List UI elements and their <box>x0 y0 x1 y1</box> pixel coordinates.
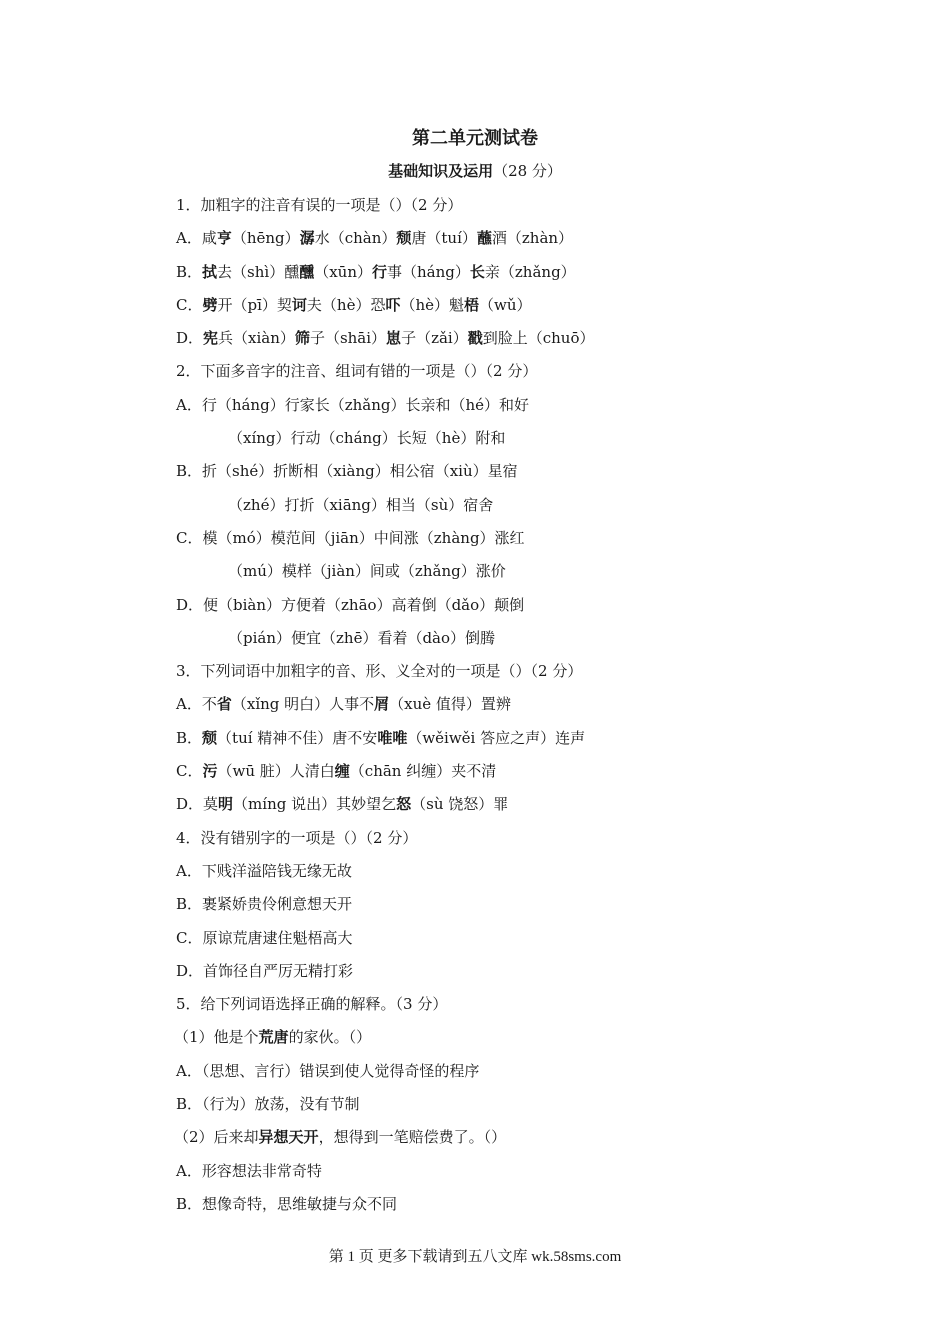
text-segment: 夫（hè）恐 <box>306 295 386 314</box>
text-line <box>176 426 876 459</box>
text-segment: B．想像奇特，思维敏捷与众不同 <box>176 1194 398 1213</box>
bold-char: 异想天开 <box>258 1128 319 1147</box>
text-line <box>176 1059 876 1092</box>
text-segment: C． <box>176 295 203 314</box>
text-segment: D．便（biàn）方便着（zhāo）高着倒（dǎo）颠倒 <box>176 595 525 614</box>
text-segment: （chān 纠缠）夹不清 <box>349 762 497 781</box>
text-segment: （xuè 值得）置辨 <box>389 695 511 714</box>
text-segment: B． <box>176 728 203 747</box>
text-segment: （wū 脏）人清白 <box>217 762 335 781</box>
bold-char: 筛 <box>294 329 310 348</box>
text-line <box>176 593 876 626</box>
text-line <box>174 1125 876 1158</box>
text-segment: 2．下面多音字的注音、组词有错的一项是（）（2 分） <box>176 362 538 381</box>
text-segment: C． <box>176 762 203 781</box>
text-line <box>174 1025 876 1058</box>
bold-char: 亨 <box>216 229 232 248</box>
bold-char: 戳 <box>467 329 483 348</box>
text-segment: 唐（tuí） <box>411 229 477 248</box>
section-subtitle-score: （28 分） <box>493 162 562 180</box>
text-segment: 去（shì）醺 <box>217 262 300 281</box>
text-segment: （mú）模样（jiàn）间或（zhǎng）涨价 <box>228 562 506 581</box>
text-segment: （wěiwěi 答应之声）连声 <box>407 728 586 747</box>
text-segment: （xíng）行动（cháng）长短（hè）附和 <box>228 429 506 448</box>
text-line <box>176 826 876 859</box>
text-line <box>176 1159 876 1192</box>
text-segment: （xūn） <box>314 262 372 281</box>
question-list <box>176 193 876 1225</box>
text-line <box>176 626 876 659</box>
text-segment: 开（pī）契 <box>217 295 292 314</box>
text-segment: C．模（mó）模范间（jiān）中间涨（zhàng）涨红 <box>176 528 525 547</box>
text-segment: （hēng） <box>231 229 300 248</box>
text-line <box>176 226 876 259</box>
bold-char: 宪 <box>203 329 219 348</box>
text-line <box>176 193 876 226</box>
bold-char: 怒 <box>396 795 412 814</box>
text-line <box>176 992 876 1025</box>
text-segment: 子（shāi） <box>309 329 387 348</box>
bold-char: 崽 <box>386 329 402 348</box>
bold-char: 省 <box>216 695 232 714</box>
text-segment: 事（háng） <box>387 262 470 281</box>
text-line <box>176 759 876 792</box>
text-line <box>176 493 876 526</box>
text-segment: 兵（xiàn） <box>218 329 295 348</box>
text-segment: B．折（shé）折断相（xiàng）相公宿（xiù）星宿 <box>176 462 518 481</box>
text-line <box>176 659 876 692</box>
text-segment: A．咸 <box>176 229 217 248</box>
text-segment: （tuí 精神不佳）唐不安 <box>217 728 378 747</box>
text-line <box>176 359 876 392</box>
text-line <box>176 726 876 759</box>
text-segment: （míng 说出）其妙望乞 <box>233 795 397 814</box>
text-segment: 酒（zhàn） <box>491 229 574 248</box>
bold-char: 劈 <box>202 295 218 314</box>
page-title: 第二单元测试卷 <box>412 128 538 149</box>
text-line <box>176 692 876 725</box>
text-segment: （xǐng 明白）人事不 <box>231 695 375 714</box>
text-segment: A．下贱洋溢陪钱无缘无故 <box>176 861 352 880</box>
text-line <box>176 792 876 825</box>
bold-char: 行 <box>372 262 388 281</box>
text-line <box>176 559 876 592</box>
text-segment: A．不 <box>176 695 217 714</box>
bold-char: 长 <box>469 262 485 281</box>
text-segment: A．形容想法非常奇特 <box>176 1161 322 1180</box>
bold-char: 颓 <box>396 229 412 248</box>
text-segment: B．裹紧娇贵伶俐意想天开 <box>176 895 353 914</box>
bold-char: 缠 <box>334 762 350 781</box>
bold-char: 蘸 <box>476 229 492 248</box>
text-line <box>176 959 876 992</box>
text-segment: 1．加粗字的注音有误的一项是（）（2 分） <box>176 196 463 214</box>
text-segment: A．（思想、言行）错误到使人觉得奇怪的程序 <box>176 1061 480 1080</box>
text-segment: 的家伙。（） <box>288 1028 372 1047</box>
text-segment: （hè）魁 <box>400 295 465 314</box>
text-line <box>176 326 876 359</box>
text-segment: 5．给下列词语选择正确的解释。（3 分） <box>176 995 448 1014</box>
bold-char: 潺 <box>299 229 315 248</box>
text-segment: （sù 饶怒）罪 <box>411 795 509 814</box>
text-segment: A．行（háng）行家长（zhǎng）长亲和（hé）和好 <box>176 395 530 414</box>
bold-char: 屑 <box>374 695 390 714</box>
text-line <box>176 926 876 959</box>
text-segment: （pián）便宜（zhē）看着（dào）倒腾 <box>228 628 496 647</box>
bold-char: 拭 <box>202 262 218 281</box>
bold-char: 吓 <box>385 295 401 314</box>
text-segment: C．原谅荒唐逮住魁梧高大 <box>176 928 353 947</box>
section-subtitle <box>0 160 950 181</box>
text-segment: （2）后来却 <box>174 1128 259 1147</box>
bold-char: 唯唯 <box>377 728 408 747</box>
text-line <box>176 260 876 293</box>
bold-char: 明 <box>218 795 234 814</box>
text-segment: B． <box>176 262 203 281</box>
bold-char: 诃 <box>291 295 307 314</box>
bold-char: 梧 <box>464 295 480 314</box>
text-line <box>176 459 876 492</box>
text-segment: 到脸上（chuō） <box>482 329 595 348</box>
bold-char: 颓 <box>202 728 218 747</box>
text-segment: 4．没有错别字的一项是（）（2 分） <box>176 828 418 847</box>
page-footer: 第 1 页 更多下载请到五八文库 wk.58sms.com <box>328 1249 622 1265</box>
text-segment: 亲（zhǎng） <box>484 262 576 281</box>
text-line <box>176 393 876 426</box>
bold-char: 荒唐 <box>258 1028 289 1047</box>
bold-char: 醺 <box>299 262 315 281</box>
text-line <box>176 859 876 892</box>
text-line <box>176 1192 876 1225</box>
text-segment: 3．下列词语中加粗字的音、形、义全对的一项是（）（2 分） <box>176 662 583 681</box>
text-line <box>176 892 876 925</box>
text-segment: B．（行为）放荡，没有节制 <box>176 1095 360 1114</box>
text-line <box>176 293 876 326</box>
text-segment: （wǔ） <box>479 295 532 314</box>
text-line <box>176 1092 876 1125</box>
text-segment: 水（chàn） <box>314 229 397 248</box>
text-segment: 子（zǎi） <box>401 329 468 348</box>
text-segment: D．莫 <box>176 795 219 814</box>
bold-char: 污 <box>202 762 218 781</box>
section-subtitle-bold: 基础知识及运用 <box>388 162 494 180</box>
text-line <box>176 526 876 559</box>
text-segment: ，想得到一笔赔偿费了。（） <box>318 1128 507 1147</box>
text-segment: D． <box>176 329 204 348</box>
text-segment: D．首饰径自严厉无精打彩 <box>176 961 354 980</box>
text-segment: （1）他是个 <box>174 1028 259 1047</box>
text-segment: （zhé）打折（xiāng）相当（sù）宿舍 <box>228 495 494 514</box>
